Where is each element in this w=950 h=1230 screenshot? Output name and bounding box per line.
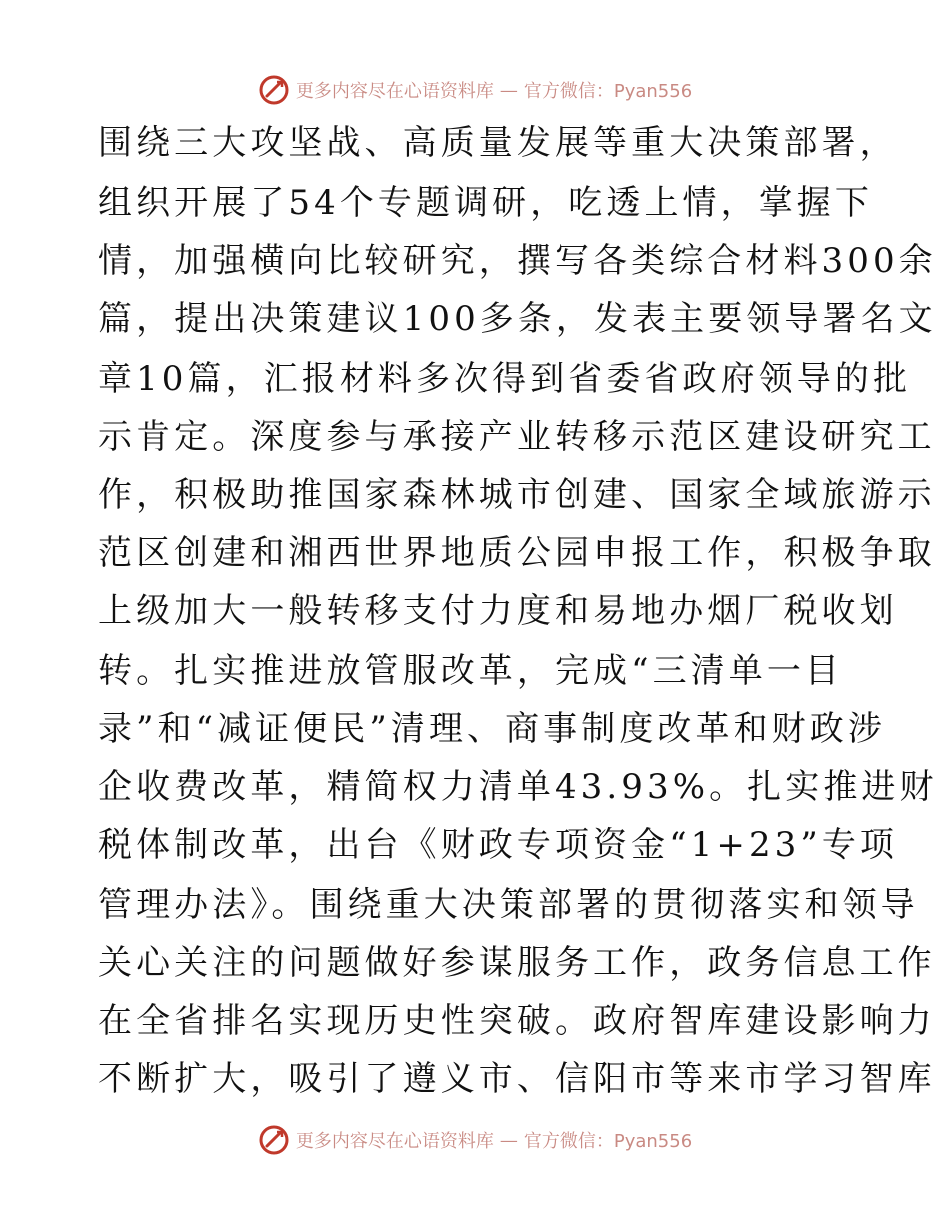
body-line: 篇，提出决策建议100多条，发表主要领导署名文 <box>98 299 937 339</box>
body-line: 在全省排名实现历史性突破。政府智库建设影响力 <box>98 1001 936 1041</box>
body-line: 作，积极助推国家森林城市创建、国家全域旅游示 <box>98 475 936 515</box>
body-line: 示肯定。深度参与承接产业转移示范区建设研究工 <box>98 417 936 457</box>
watermark-contact: 官方微信：Pyan556 <box>523 1131 693 1152</box>
body-line: 关心关注的问题做好参谋服务工作，政务信息工作 <box>98 943 936 983</box>
watermark-text: 更多内容尽在心语资料库 <box>295 1131 494 1152</box>
body-line: 围绕三大攻坚战、高质量发展等重大决策部署， <box>98 123 898 163</box>
header-watermark <box>0 70 950 110</box>
body-line: 章10篇，汇报材料多次得到省委省政府领导的批 <box>98 359 912 399</box>
body-line: 管理办法》。围绕重大决策部署的贯彻落实和领导 <box>98 885 919 925</box>
body-line: 范区创建和湘西世界地质公园申报工作，积极争取 <box>98 533 936 573</box>
watermark-separator: — <box>499 1129 518 1151</box>
body-line: 转。扎实推进放管服改革，完成“三清单一目 <box>98 651 843 691</box>
body-line: 税体制改革，出台《财政专项资金“1+23”专项 <box>98 825 898 865</box>
body-line: 录”和“减证便民”清理、商事制度改革和财政涉 <box>98 709 886 749</box>
body-line: 情，加强横向比较研究，撰写各类综合材料300余 <box>98 241 937 281</box>
watermark-contact: 官方微信：Pyan556 <box>523 81 693 102</box>
watermark-logo-icon <box>258 1124 290 1156</box>
body-line: 不断扩大，吸引了遵义市、信阳市等来市学习智库 <box>98 1059 936 1099</box>
watermark-separator: — <box>499 79 518 101</box>
footer-watermark <box>0 1120 950 1160</box>
body-line: 上级加大一般转移支付力度和易地办烟厂税收划 <box>98 591 898 631</box>
watermark-logo-icon <box>258 74 290 106</box>
body-line: 组织开展了54个专题调研，吃透上情，掌握下 <box>98 183 873 223</box>
watermark-text: 更多内容尽在心语资料库 <box>295 81 494 102</box>
body-line: 企收费改革，精简权力清单43.93%。扎实推进财 <box>98 767 938 807</box>
